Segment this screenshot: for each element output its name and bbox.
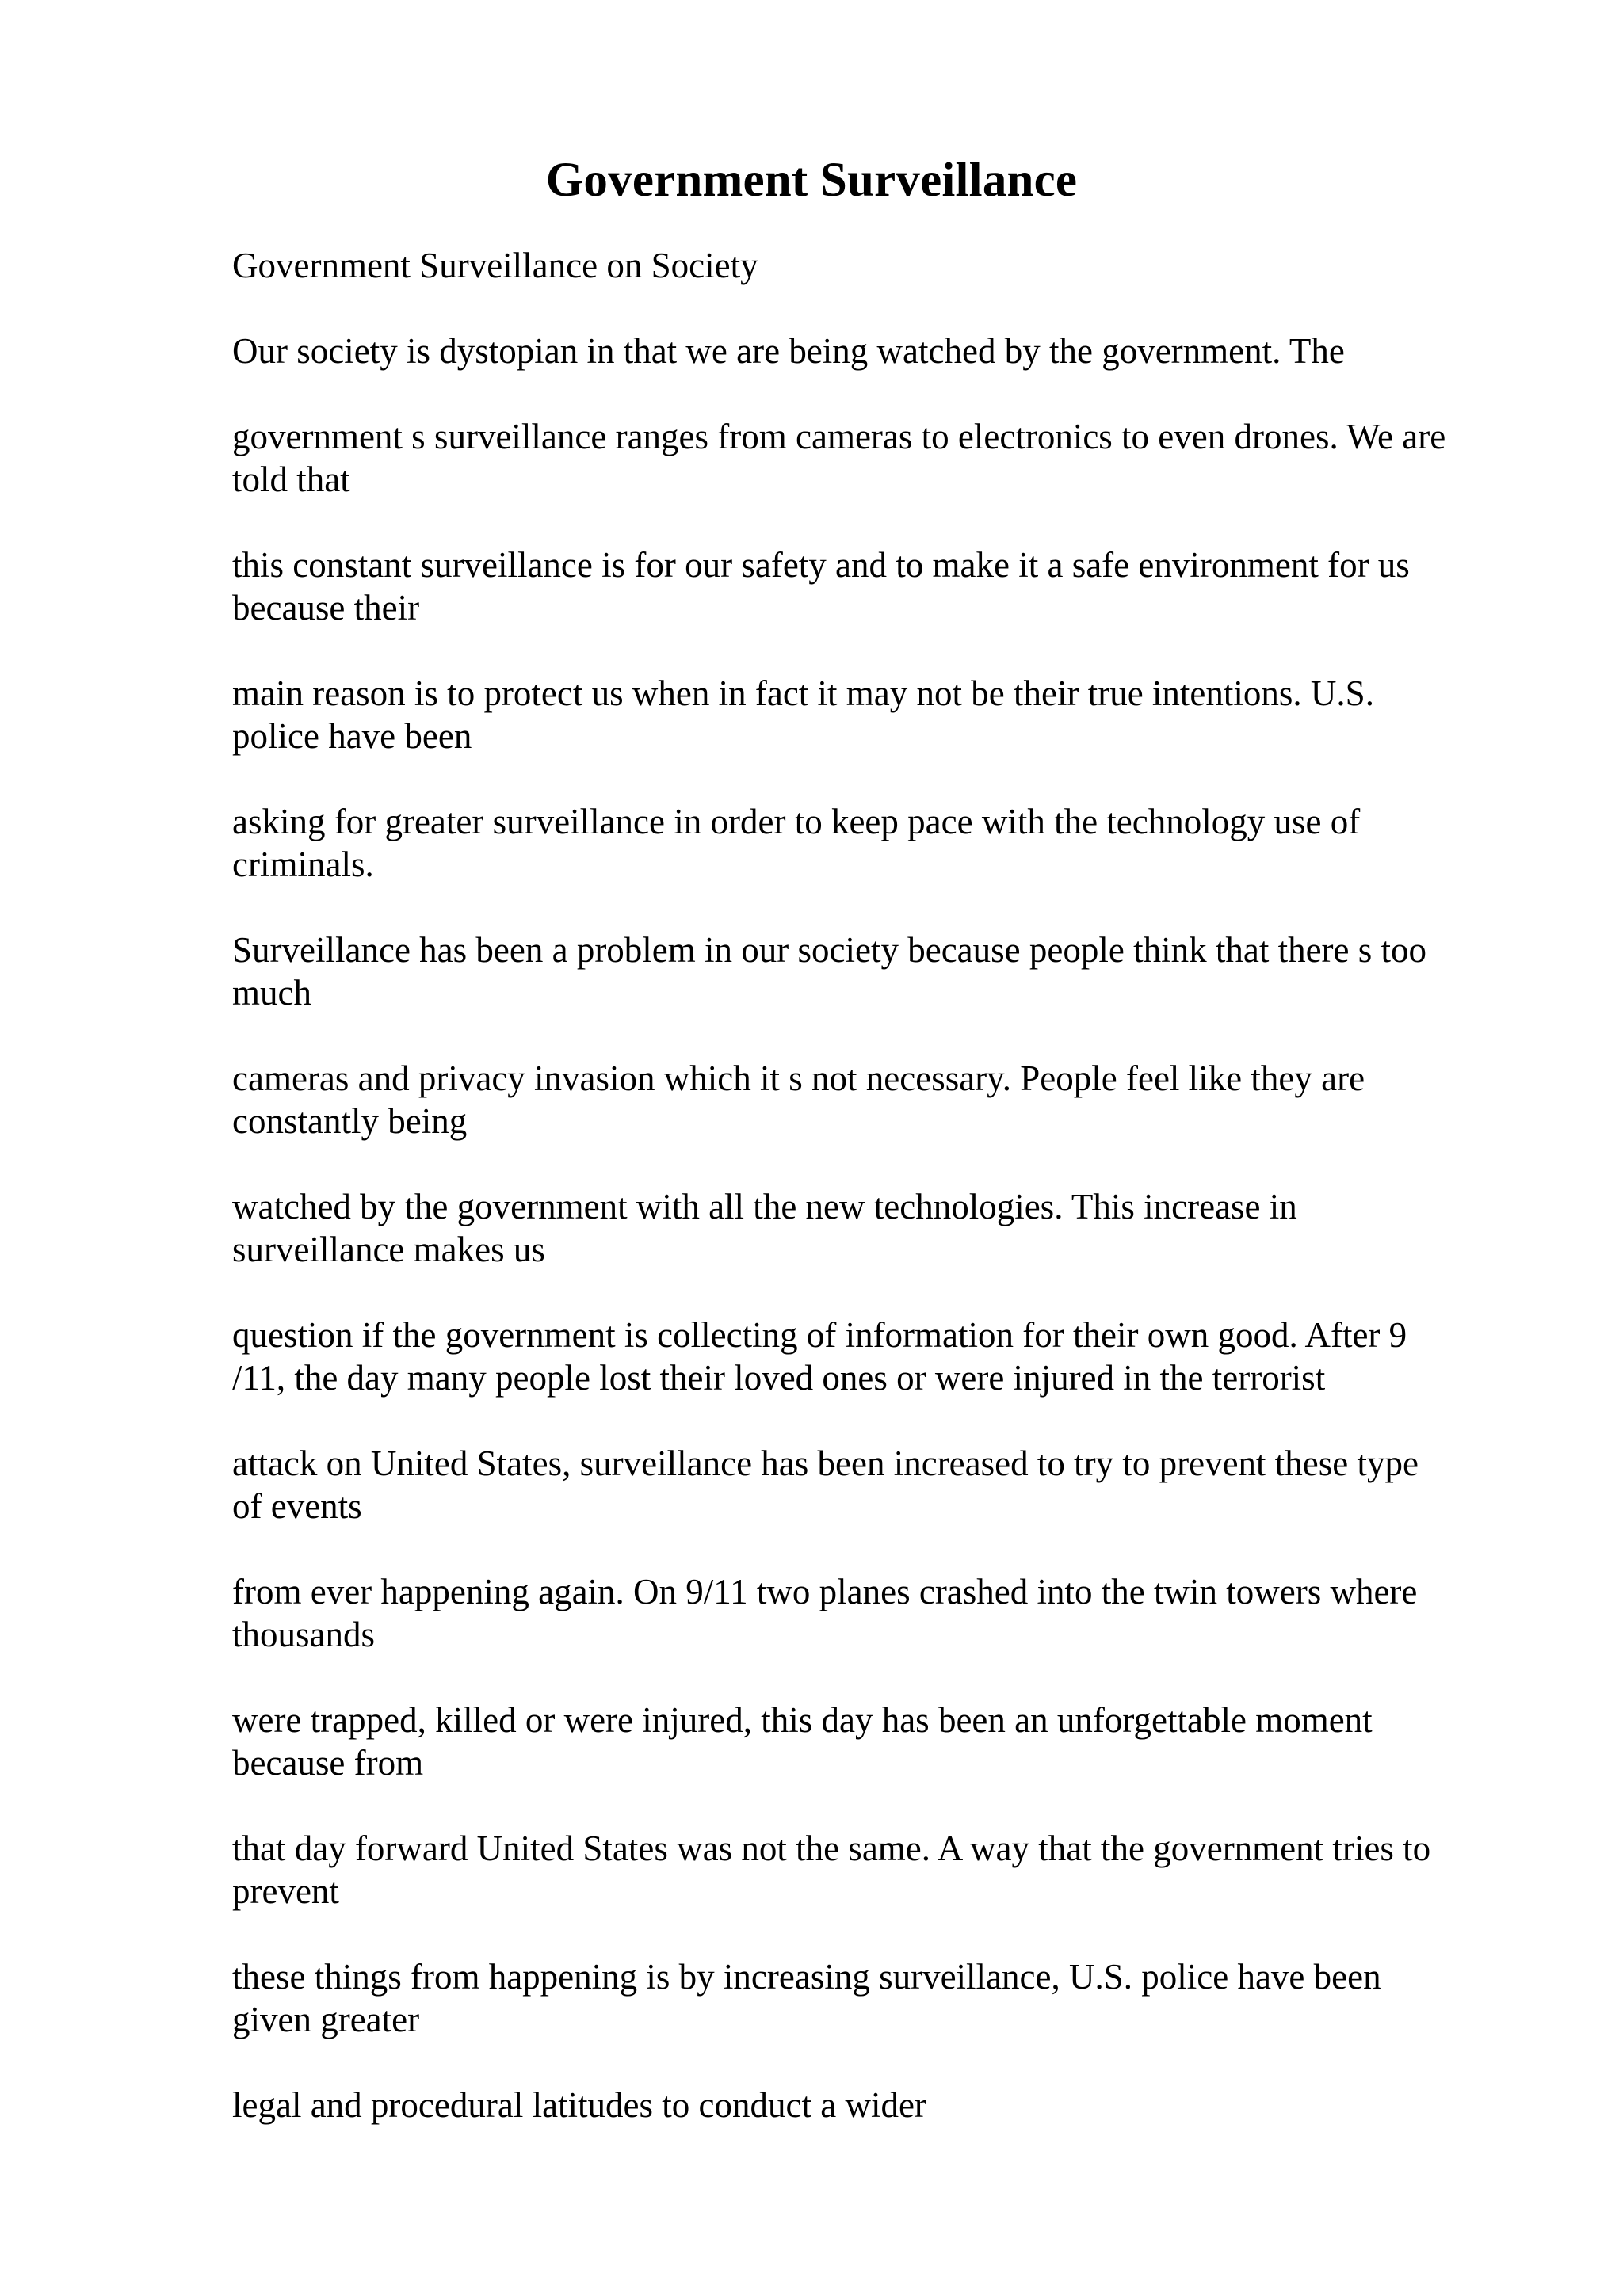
paragraph: asking for greater surveillance in order to keep pace with the technology use of criminals. [232, 802, 1361, 884]
document-body [232, 244, 1524, 2126]
paragraph: watched by the government with all the new technologies. This increase in surveillance makes us [232, 1187, 1297, 1269]
paragraph: Surveillance has been a problem in our society because people think that there s too much [232, 930, 1427, 1013]
paragraph: legal and procedural latitudes to conduct a wider [232, 2085, 926, 2125]
paragraph: from ever happening again. On 9/11 two planes crashed into the twin towers where thousands [232, 1572, 1418, 1654]
paragraph: Our society is dystopian in that we are being watched by the government. The [232, 331, 1345, 371]
paragraph: this constant surveillance is for our safety and to make it a safe environment for us because their [232, 545, 1410, 627]
document-title: Government Surveillance [545, 154, 1078, 207]
document-subtitle: Government Surveillance on Society [232, 246, 758, 285]
paragraph: attack on United States, surveillance has been increased to try to prevent these type of events [232, 1444, 1419, 1526]
paragraph: that day forward United States was not the same. A way that the government tries to prevent [232, 1829, 1431, 1911]
paragraph: these things from happening is by increasing surveillance, U.S. police have been given greater [232, 1957, 1381, 2039]
paragraph: question if the government is collecting of information for their own good. After 9 /11, the day many people lost their loved ones or were injured in the terrorist [232, 1315, 1407, 1398]
paragraph: cameras and privacy invasion which it s not necessary. People feel like they are constantly being [232, 1058, 1365, 1141]
paragraph: government s surveillance ranges from cameras to electronics to even drones. We are told that [232, 417, 1446, 499]
paragraph: were trapped, killed or were injured, this day has been an unforgettable moment because from [232, 1700, 1373, 1783]
paragraph: main reason is to protect us when in fact it may not be their true intentions. U.S. police have been [232, 673, 1374, 756]
